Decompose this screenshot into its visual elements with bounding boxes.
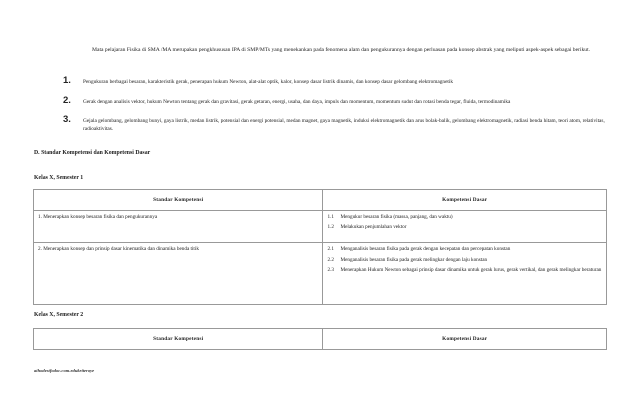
table-row (34, 243, 607, 305)
class-label: Kelas X, Semester 1 (34, 175, 84, 181)
sk-cell: 1. Menerapkan konsep besaran fisika dan pengukurannya (34, 211, 323, 243)
list-item (63, 114, 611, 133)
kd-item (327, 257, 602, 265)
column-header-kd: Kompetensi Dasar (323, 190, 607, 211)
kd-number: 2.2 (327, 256, 334, 263)
footer-watermark: aihodestfodoc.com.edukriteroye (34, 368, 95, 373)
competency-table (33, 328, 607, 350)
kd-number: 2.3 (327, 267, 334, 273)
kd-item (327, 224, 602, 232)
table-row (34, 211, 607, 243)
table-header-row (34, 329, 607, 350)
kd-text: Menerapkan Hukum Newton sebagai prinsip dasar dinamika untuk gerak lurus, gerak vertikal, dan gerak melingkar beraturan (340, 267, 602, 273)
sk-cell: 2. Menerapkan konsep dan prinsip dasar kinematika dan dinamika benda titik (34, 243, 323, 305)
kd-number: 2.1 (327, 246, 334, 252)
kd-text: Menganalisis besaran fisika pada gerak dengan kecepatan dan percepatan konstan (340, 246, 511, 252)
list-text: Pengukuran berbagai besaran, karakteristik gerak, penerapan hukum Newton, alat-alat optik, kalor, konsep dasar listrik dinamis, dan konsep dasar gelombang elektromagnetik (83, 79, 454, 85)
column-header-kd: Kompetensi Dasar (323, 329, 607, 350)
kd-cell (323, 243, 607, 305)
kd-text: Menganalisis besaran fisika pada gerak melingkar dengan laju konstan (340, 256, 488, 263)
section-heading: D. Standar Kompetensi dan Kompetensi Dasar (34, 150, 151, 156)
competency-table (33, 189, 607, 305)
kd-number: 1.2 (327, 223, 334, 230)
kd-item (327, 267, 602, 275)
kd-text: Mengukur besaran fisika (massa, panjang, dan waktu) (340, 214, 453, 220)
kd-cell (323, 211, 607, 243)
list-text: Gerak dengan analisis vektor, hukum Newton tentang gerak dan gravitasi, gerak getaran, energi, usaha, dan daya, impuls dan momentum, momentum sudut dan rotasi benda tegar, fluida, termodinamika (83, 98, 511, 105)
kd-item (327, 246, 602, 254)
list-number: 1. (63, 75, 71, 86)
list-number: 2. (63, 94, 71, 106)
column-header-sk: Standar Kompetensi (34, 190, 323, 211)
kd-item (327, 214, 602, 222)
list-item (63, 75, 611, 87)
column-header-sk: Standar Kompetensi (34, 329, 323, 350)
list-item (63, 94, 611, 107)
kd-number: 1.1 (327, 214, 334, 220)
list-number: 3. (63, 114, 71, 125)
kd-text: Melakukan penjumlahan vektor (340, 223, 407, 230)
aspect-list (63, 75, 611, 133)
table-header-row (34, 190, 607, 211)
list-text: Gejala gelombang, gelombang bunyi, gaya listrik, medan listrik, potensial dan energi potensial, medan magnet, gaya magnetik, induksi elektromagnetik dan arus bolak-balik, gelombang elektromagnetik, radiasi benda hitam, teori atom, relativitas, radioaktivitas. (83, 118, 605, 132)
class-label: Kelas X, Semester 2 (34, 312, 84, 318)
intro-paragraph: Mata pelajaran Fisika di SMA /MA merupakan pengkhususan IPA di SMP/MTs yang menekankan pada fenomena alam dan pengukurannya dengan perluasan pada konsep abstrak yang meliputi aspek-aspek sebagai berikut. (92, 47, 591, 53)
